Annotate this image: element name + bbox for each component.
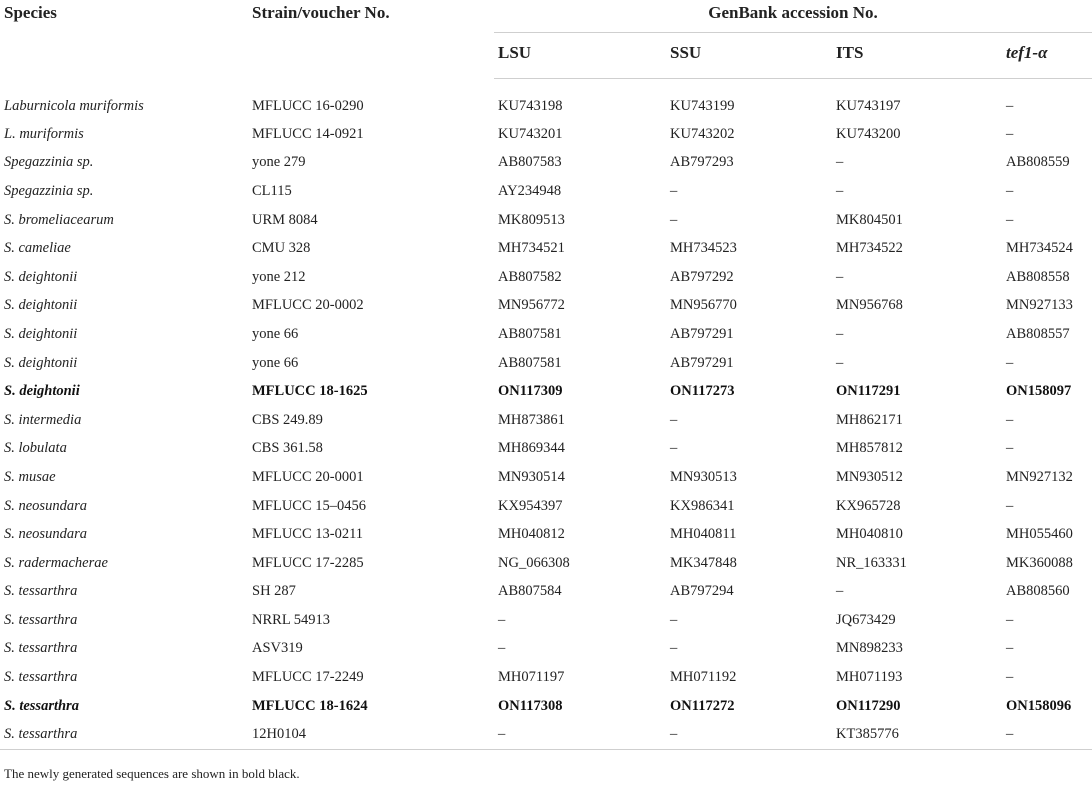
table-row bbox=[0, 720, 1092, 749]
cell-lsu: KX954397 bbox=[498, 497, 563, 514]
table-row bbox=[0, 492, 1092, 521]
cell-species: S. deightonii bbox=[4, 325, 78, 342]
table-row bbox=[0, 606, 1092, 635]
cell-tef: – bbox=[1006, 669, 1014, 686]
cell-strain: CL115 bbox=[252, 182, 292, 199]
cell-ssu: KU743199 bbox=[670, 97, 735, 114]
cell-its: MH040810 bbox=[836, 526, 903, 543]
table-body bbox=[0, 78, 1092, 750]
cell-strain: yone 66 bbox=[252, 325, 299, 342]
cell-ssu: MH040811 bbox=[670, 526, 737, 543]
cell-tef: MH734524 bbox=[1006, 240, 1073, 257]
cell-its: MH862171 bbox=[836, 411, 903, 428]
cell-species: S. tessarthra bbox=[4, 583, 78, 600]
cell-strain: MFLUCC 18-1624 bbox=[252, 697, 368, 714]
header-lsu: LSU bbox=[494, 32, 666, 78]
cell-species: S. lobulata bbox=[4, 440, 67, 457]
cell-ssu: MN930513 bbox=[670, 468, 737, 485]
cell-species: S. tessarthra bbox=[0, 720, 248, 749]
cell-species: S. musae bbox=[4, 468, 56, 485]
cell-species: Spegazzinia sp. bbox=[4, 154, 94, 171]
cell-species: S. deightonii bbox=[4, 354, 78, 371]
cell-lsu: MH734521 bbox=[498, 240, 565, 257]
cell-its: KT385776 bbox=[832, 720, 1004, 749]
cell-strain: MFLUCC 20-0002 bbox=[252, 297, 364, 314]
cell-tef: – bbox=[1006, 640, 1014, 657]
cell-species: S. neosundara bbox=[4, 497, 87, 514]
cell-tef: – bbox=[1006, 182, 1014, 199]
cell-tef: ON158096 bbox=[1006, 697, 1072, 714]
cell-tef: – bbox=[1006, 211, 1014, 228]
cell-ssu: MH071192 bbox=[670, 669, 737, 686]
cell-its: NR_163331 bbox=[836, 554, 907, 571]
cell-strain: 12H0104 bbox=[248, 720, 494, 749]
cell-ssu: ON117272 bbox=[670, 697, 735, 714]
cell-its: MH734522 bbox=[836, 240, 903, 257]
table-header bbox=[0, 0, 1092, 78]
table-row bbox=[0, 349, 1092, 378]
cell-tef: AB808558 bbox=[1006, 268, 1070, 285]
cell-tef: MH055460 bbox=[1006, 526, 1073, 543]
cell-strain: yone 66 bbox=[252, 354, 299, 371]
header-genbank: GenBank accession No. bbox=[494, 0, 1092, 32]
cell-strain: URM 8084 bbox=[252, 211, 318, 228]
cell-its: KX965728 bbox=[836, 497, 901, 514]
table-row bbox=[0, 406, 1092, 435]
cell-species: S. tessarthra bbox=[4, 669, 78, 686]
cell-lsu: MH873861 bbox=[498, 411, 565, 428]
table-row bbox=[0, 549, 1092, 578]
cell-lsu: AB807583 bbox=[498, 154, 562, 171]
cell-lsu: MN930514 bbox=[498, 468, 565, 485]
cell-species: S. deightonii bbox=[4, 297, 78, 314]
cell-its: MK804501 bbox=[836, 211, 903, 228]
cell-strain: MFLUCC 17-2249 bbox=[252, 669, 364, 686]
table-row bbox=[0, 520, 1092, 549]
cell-ssu: – bbox=[670, 440, 678, 457]
cell-strain: SH 287 bbox=[252, 583, 296, 600]
cell-lsu: AY234948 bbox=[498, 182, 562, 199]
cell-tef: MN927133 bbox=[1006, 297, 1073, 314]
cell-lsu: ON117308 bbox=[498, 697, 563, 714]
header-strain: Strain/voucher No. bbox=[252, 3, 390, 22]
table-row bbox=[0, 635, 1092, 664]
table-row bbox=[0, 149, 1092, 178]
cell-ssu: – bbox=[670, 211, 678, 228]
header-its: ITS bbox=[832, 32, 1004, 78]
cell-tef: – bbox=[1006, 411, 1014, 428]
cell-ssu: MN956770 bbox=[670, 297, 737, 314]
cell-lsu: MH071197 bbox=[498, 669, 565, 686]
header-ssu: SSU bbox=[666, 32, 832, 78]
cell-tef: MK360088 bbox=[1006, 554, 1073, 571]
cell-species: S. tessarthra bbox=[4, 611, 78, 628]
cell-its: ON117290 bbox=[836, 697, 901, 714]
header-tef: tef1-α bbox=[1004, 32, 1092, 78]
cell-ssu: AB797292 bbox=[670, 268, 734, 285]
cell-ssu: AB797293 bbox=[670, 154, 734, 171]
cell-strain: MFLUCC 13-0211 bbox=[252, 526, 364, 543]
cell-ssu: – bbox=[670, 611, 678, 628]
table-row bbox=[0, 177, 1092, 206]
cell-its: – bbox=[836, 583, 844, 600]
cell-strain: CBS 361.58 bbox=[252, 440, 323, 457]
cell-its: MN930512 bbox=[836, 468, 903, 485]
table-row bbox=[0, 263, 1092, 292]
cell-lsu: AB807581 bbox=[498, 354, 562, 371]
cell-ssu: AB797291 bbox=[670, 354, 734, 371]
table-row bbox=[0, 663, 1092, 692]
cell-strain: yone 279 bbox=[252, 154, 306, 171]
cell-tef: – bbox=[1004, 720, 1092, 749]
cell-ssu: – bbox=[670, 411, 678, 428]
cell-lsu: MH869344 bbox=[498, 440, 565, 457]
cell-its: KU743200 bbox=[836, 125, 901, 142]
cell-species: Spegazzinia sp. bbox=[4, 182, 94, 199]
cell-ssu: KU743202 bbox=[670, 125, 735, 142]
cell-lsu: MN956772 bbox=[498, 297, 565, 314]
table-row bbox=[0, 320, 1092, 349]
table-row bbox=[0, 435, 1092, 464]
cell-its: – bbox=[836, 154, 844, 171]
table-row bbox=[0, 120, 1092, 149]
cell-lsu: AB807582 bbox=[498, 268, 562, 285]
cell-ssu: KX986341 bbox=[670, 497, 735, 514]
cell-strain: CBS 249.89 bbox=[252, 411, 323, 428]
cell-tef: AB808557 bbox=[1006, 325, 1070, 342]
cell-strain: MFLUCC 18-1625 bbox=[252, 383, 368, 400]
cell-strain: MFLUCC 16-0290 bbox=[252, 97, 364, 114]
cell-strain: yone 212 bbox=[252, 268, 306, 285]
cell-tef: – bbox=[1006, 97, 1014, 114]
cell-species: S. tessarthra bbox=[4, 640, 78, 657]
table-row bbox=[0, 292, 1092, 321]
cell-species: Laburnicola muriformis bbox=[4, 97, 144, 114]
table-row bbox=[0, 78, 1092, 120]
cell-strain: CMU 328 bbox=[252, 240, 311, 257]
cell-species: S. bromeliacearum bbox=[4, 211, 114, 228]
cell-its: ON117291 bbox=[836, 383, 901, 400]
table-row bbox=[0, 234, 1092, 263]
table-footnote: The newly generated sequences are shown in bold black. bbox=[4, 766, 300, 781]
cell-ssu: ON117273 bbox=[670, 383, 735, 400]
cell-lsu: NG_066308 bbox=[498, 554, 570, 571]
table-row bbox=[0, 578, 1092, 607]
cell-species: S. tessarthra bbox=[4, 697, 79, 714]
cell-tef: – bbox=[1006, 611, 1014, 628]
header-species: Species bbox=[4, 3, 57, 22]
cell-species: S. neosundara bbox=[4, 526, 87, 543]
cell-ssu: AB797291 bbox=[670, 325, 734, 342]
cell-tef: AB808560 bbox=[1006, 583, 1070, 600]
table-row bbox=[0, 377, 1092, 406]
cell-ssu: AB797294 bbox=[670, 583, 734, 600]
cell-its: – bbox=[836, 182, 844, 199]
cell-lsu: AB807581 bbox=[498, 325, 562, 342]
cell-tef: – bbox=[1006, 354, 1014, 371]
cell-ssu: MH734523 bbox=[670, 240, 737, 257]
cell-ssu: – bbox=[670, 182, 678, 199]
cell-tef: MN927132 bbox=[1006, 468, 1073, 485]
table-row bbox=[0, 692, 1092, 721]
table-row bbox=[0, 206, 1092, 235]
cell-lsu: ON117309 bbox=[498, 383, 563, 400]
cell-strain: MFLUCC 20-0001 bbox=[252, 468, 364, 485]
cell-species: S. radermacherae bbox=[4, 554, 108, 571]
cell-its: – bbox=[836, 268, 844, 285]
cell-strain: MFLUCC 14-0921 bbox=[252, 125, 364, 142]
cell-tef: ON158097 bbox=[1006, 383, 1072, 400]
cell-lsu: KU743198 bbox=[498, 97, 563, 114]
cell-lsu: – bbox=[498, 640, 506, 657]
cell-its: KU743197 bbox=[836, 97, 901, 114]
cell-tef: – bbox=[1006, 125, 1014, 142]
cell-species: S. intermedia bbox=[4, 411, 82, 428]
cell-ssu: MK347848 bbox=[670, 554, 737, 571]
cell-ssu: – bbox=[666, 720, 832, 749]
cell-species: L. muriformis bbox=[4, 125, 84, 142]
cell-tef: AB808559 bbox=[1006, 154, 1070, 171]
cell-lsu: KU743201 bbox=[498, 125, 563, 142]
cell-lsu: – bbox=[498, 611, 506, 628]
cell-lsu: MH040812 bbox=[498, 526, 565, 543]
cell-lsu: AB807584 bbox=[498, 583, 562, 600]
cell-tef: – bbox=[1006, 440, 1014, 457]
cell-strain: ASV319 bbox=[252, 640, 303, 657]
cell-its: MH857812 bbox=[836, 440, 903, 457]
cell-tef: – bbox=[1006, 497, 1014, 514]
cell-lsu: – bbox=[494, 720, 666, 749]
cell-species: S. deightonii bbox=[4, 268, 78, 285]
table-row bbox=[0, 463, 1092, 492]
cell-strain: MFLUCC 17-2285 bbox=[252, 554, 364, 571]
cell-its: MN898233 bbox=[836, 640, 903, 657]
cell-its: – bbox=[836, 325, 844, 342]
cell-its: – bbox=[836, 354, 844, 371]
cell-its: MN956768 bbox=[836, 297, 903, 314]
cell-lsu: MK809513 bbox=[498, 211, 565, 228]
cell-its: MH071193 bbox=[836, 669, 903, 686]
cell-strain: MFLUCC 15–0456 bbox=[252, 497, 367, 514]
cell-ssu: – bbox=[670, 640, 678, 657]
cell-species: S. deightonii bbox=[4, 383, 80, 400]
cell-its: JQ673429 bbox=[836, 611, 896, 628]
cell-species: S. cameliae bbox=[4, 240, 71, 257]
cell-strain: NRRL 54913 bbox=[252, 611, 331, 628]
